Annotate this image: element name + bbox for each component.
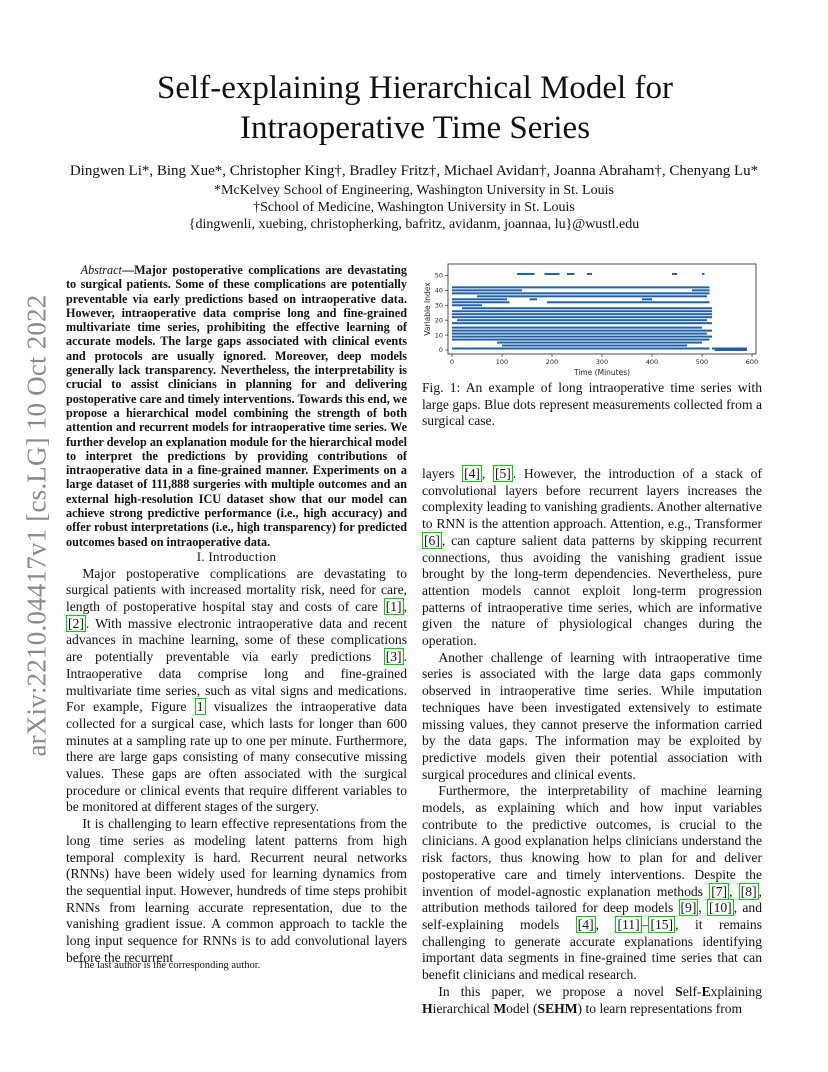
citation-link[interactable]: [3] (385, 649, 402, 665)
abstract-text: —Major postoperative complications are devastating to surgical patients. Some of these complications are potentially preventable via early predictions based on intraoperative data. However, intraoperative data comprise long and fine-grained multivariate time series, prohibiting the effective learning of accurate models. The large gaps associated with clinical events and protocols are usually ignored. Moreover, deep models generally lack transparency. Nevertheless, the interpretability is crucial to assist clinicians in planning for and delivering postoperative care and timely interventions. Towards this end, we propose a hierarchical model combining the strength of both attention and recurrent models for intraoperative time series. We further develop an explanation module for the hierarchical model to interpret the predictions by providing contributions of intraoperative data in a fine-grained manner. Experiments on a large dataset of 111,888 surgeries with multiple outcomes and an external high-resolution ICU dataset show that our model can achieve strong predictive performance (i.e., high accuracy) and offer robust interpretations (i.e., high transparency) for predicted outcomes based on intraoperative data. (66, 263, 407, 549)
citation-link[interactable]: [4] (577, 916, 594, 932)
x-tick-label: 400 (645, 358, 659, 366)
measurement-segment (452, 336, 712, 338)
x-tick-label: 200 (545, 358, 559, 366)
measurement-segment (452, 301, 510, 303)
x-tick-label: 600 (745, 358, 759, 366)
x-tick-label: 0 (449, 358, 455, 366)
measurement-segment (477, 295, 707, 297)
y-tick-label: 20 (434, 316, 443, 325)
measurement-segment (452, 298, 507, 300)
y-axis-label: Variable Index (423, 282, 432, 336)
arxiv-stamp (2, 290, 72, 760)
citation-link[interactable]: [2] (68, 615, 84, 631)
measurement-segment (462, 307, 712, 309)
y-tick-label: 50 (434, 271, 443, 280)
figure-caption: Fig. 1: An example of long intraoperative time series with large gaps. Blue dots represent measurements collected from a surgical case. (422, 380, 762, 429)
affiliation-engineering: *McKelvey School of Engineering, Washington University in St. Louis (214, 183, 614, 198)
citation-link[interactable]: [7] (711, 883, 728, 899)
measurement-segment (452, 316, 712, 318)
y-tick-label: 0 (438, 346, 443, 355)
intro-paragraph-1: Major postoperative complications are devastating to surgical patients with increased mortality risk, need for care, length of postoperative hospital stay and costs of care [1] , [2] . With massive electronic intraoperative data and recent advances in machine learning, some of these complications are potentially preventable via early predictions [3] . Intraoperative data comprise long and fine-grained multivariate time series, such as vital signs and medications. For example, Figure 1 visualizes the intraoperative data collected for a surgical case, which lasts for longer than 600 minutes at a sampling rate up to one per minute. Furthermore, there are large gaps consisting of many consecutive missing values. These gaps are often associated with the surgical procedure or clinical events that require different variables to be monitored at different stages of the surgery. (66, 565, 408, 815)
citation-link[interactable]: [15] (650, 916, 674, 932)
citation-link[interactable]: [9] (680, 900, 697, 916)
measurement-segment (452, 327, 702, 329)
measurement-segment (567, 273, 575, 275)
measurement-segment (702, 273, 705, 275)
x-tick-label: 300 (595, 358, 609, 366)
figure-1 (422, 258, 762, 378)
author-list: Dingwen Li*, Bing Xue*, Christopher King†, Bradley Fritz†, Michael Avidan†, Joanna Abraham†, Chenyang Lu* (69, 163, 759, 179)
y-tick-label: 40 (434, 286, 443, 295)
measurement-segment (452, 310, 712, 312)
measurement-segment (452, 286, 710, 288)
footnote: The last author is the corresponding author. (78, 960, 261, 971)
measurement-segment (517, 273, 535, 275)
author-emails: {dingwenli, xuebing, christopherking, bafritz, avidanm, joannaa, lu}@wustl.edu (188, 217, 640, 232)
measurement-segment (452, 289, 522, 291)
right-column (422, 466, 762, 1017)
measurement-segment (545, 273, 560, 275)
scatter-chart (422, 258, 762, 378)
measurement-segment (502, 345, 687, 347)
measurement-segment (452, 330, 712, 332)
measurement-segment (452, 333, 707, 335)
affiliation-medicine: †School of Medicine, Washington University in St. Louis (253, 200, 575, 215)
right-paragraph-2: Another challenge of learning with intraoperative time series is associated with the large data gaps commonly observed in intraoperative time series. While imputation techniques have been investigated extensively to estimate missing values, they cannot preserve the information carried by the data gaps. The information may be exploited by predictive models given their potential association with surgical procedures and clinical events. (422, 649, 762, 782)
abstract (66, 263, 407, 549)
right-paragraph-1: layers [4] , [5] . However, the introduction of a stack of convolutional layers before recurrent layers increases the complexity leading to vanishing gradients. Another alternative to RNN is the attention approach. Attention, e.g., Transformer [6] , can capture salient data patterns by skipping recurrent connections, thus avoiding the vanishing gradient issue brought by the long-term dependencies. Nevertheless, pure attention models cannot exploit long-term progression patterns of intraoperative time series, which are informative given the nature of physiological changes during the operation. (422, 466, 763, 649)
intro-paragraph-2: It is challenging to learn effective representations from the long time series as modeling latent patterns from high temporal complexity is hard. Recurrent neural networks (RNNs) have been widely used for learning dynamics from the sequential input. However, hundreds of time steps prohibit RNNs from learning accurate representation, due to the vanishing gradient issue. A common approach to tackle the long input sequence for RNNs is to add convolutional layers before the recurrent (66, 816, 407, 965)
x-tick-label: 500 (695, 358, 709, 366)
citation-link[interactable]: [10] (709, 900, 732, 916)
measurement-segment (452, 339, 710, 341)
measurement-segment (547, 301, 710, 303)
measurement-segment (452, 313, 712, 315)
measurement-segment (497, 342, 702, 344)
section-heading-introduction: I. Introduction (196, 548, 277, 564)
right-paragraph-3: Furthermore, the interpretability of machine learning models, as explaining which and how input variables contribute to the predictive outcomes, is crucial to the clinicians. A good explanation helps clinicians understand the risk factors, thus knowing how to plan for and deliver postoperative care and timely interventions. Despite the invention of model-agnostic explanation methods [7] , [8] , attribution methods tailored for deep models [9] , [10] , and self-explaining models [4] , [11] – [15] , it remains challenging to generate accurate explanations identifying important data segments in fine-grained time series that can benefit clinicians and medical research. (422, 783, 763, 983)
arxiv-id: arXiv:2210.04417v1 [cs.LG] 10 Oct 2022 (21, 293, 52, 757)
measurement-segment (452, 322, 712, 324)
paper-title: Self-explaining Hierarchical Model for Intraoperative Time Series (157, 70, 673, 146)
measurement-segment (452, 348, 710, 350)
citation-link[interactable]: [1] (385, 599, 402, 615)
x-tick-label: 100 (495, 358, 509, 366)
abstract-label: Abstract (80, 263, 122, 277)
citation-link[interactable]: [4] (464, 466, 480, 481)
measurement-segment (452, 292, 710, 294)
measurement-segment (587, 273, 592, 275)
citation-link[interactable]: [6] (424, 532, 440, 548)
measurement-segment (715, 349, 748, 351)
left-column (66, 263, 407, 967)
measurement-segment (457, 319, 707, 321)
measurement-segment (452, 304, 482, 306)
figure-link[interactable]: 1 (196, 699, 204, 715)
citation-link[interactable]: [8] (740, 883, 757, 899)
citation-link[interactable]: [5] (494, 466, 511, 481)
measurement-segment (530, 298, 538, 300)
citation-link[interactable]: [11] (617, 916, 640, 932)
right-paragraph-4: In this paper, we propose a novel Self-Explaining Hierarchical Model (SEHM) to learn representations from (422, 983, 762, 1016)
measurement-segment (692, 289, 710, 291)
measurement-segment (672, 273, 677, 275)
x-axis-label: Time (Minutes) (573, 368, 631, 377)
y-tick-label: 10 (434, 331, 443, 340)
y-tick-label: 30 (434, 301, 443, 310)
measurement-segment (642, 298, 652, 300)
